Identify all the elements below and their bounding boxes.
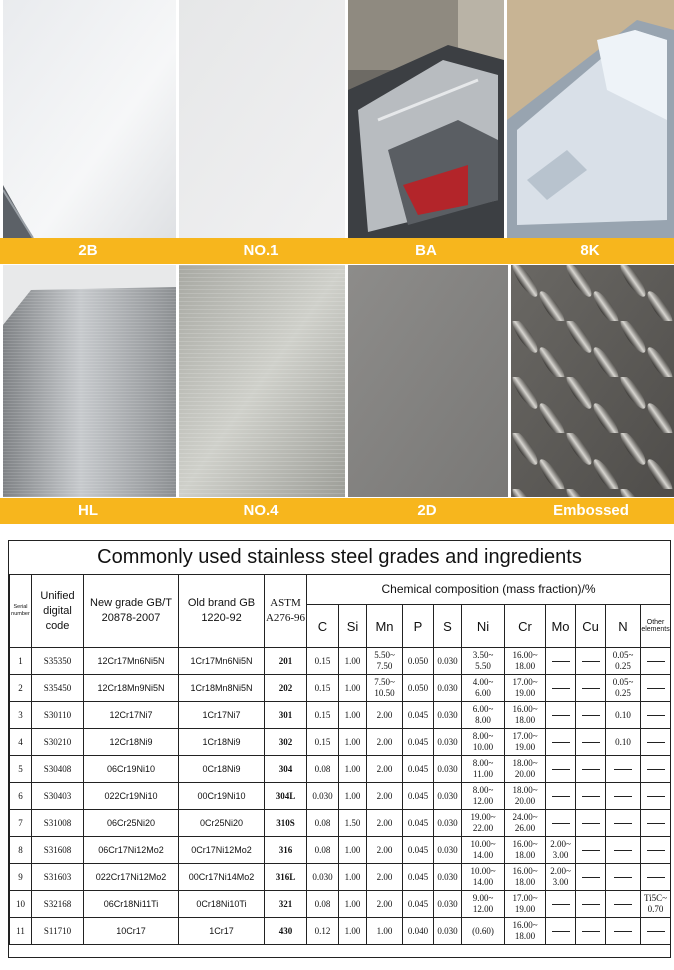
cell-other [641, 783, 671, 810]
cell-code: S11710 [32, 918, 84, 945]
cell-c: 0.15 [307, 702, 339, 729]
cell-other [641, 648, 671, 675]
cell-n [606, 756, 641, 783]
cell-other [641, 729, 671, 756]
cell-ni: 9.00~ 12.00 [462, 891, 505, 918]
cell-mo [546, 648, 576, 675]
cell-old-brand: 0Cr18Ni9 [179, 756, 265, 783]
finish-label-2d: 2D [417, 502, 437, 519]
table-row [10, 756, 671, 783]
header-element-s: S [434, 605, 462, 648]
cell-old-brand: 1Cr18Ni9 [179, 729, 265, 756]
finish-photo-2d [348, 265, 508, 497]
table-row [10, 837, 671, 864]
cell-old-brand: 1Cr17 [179, 918, 265, 945]
cell-s: 0.030 [434, 702, 462, 729]
cell-si: 1.00 [339, 918, 367, 945]
dash-mark [647, 796, 665, 797]
cell-cu [576, 864, 606, 891]
cell-si: 1.00 [339, 783, 367, 810]
cell-other: Ti5C~ 0.70 [641, 891, 671, 918]
cell-n [606, 864, 641, 891]
finish-photo-ba [348, 0, 504, 238]
cell-other [641, 810, 671, 837]
cell-cu [576, 891, 606, 918]
cell-n [606, 918, 641, 945]
cell-si: 1.00 [339, 702, 367, 729]
dash-mark [647, 661, 665, 662]
cell-p: 0.050 [403, 675, 434, 702]
cell-c: 0.08 [307, 837, 339, 864]
cell-cr: 16.00~ 18.00 [505, 918, 546, 945]
cell-cr: 24.00~ 26.00 [505, 810, 546, 837]
cell-new-grade: 06Cr19Ni10 [84, 756, 179, 783]
table-row [10, 702, 671, 729]
table-row [10, 864, 671, 891]
header-element-cu: Cu [576, 605, 606, 648]
cell-old-brand: 0Cr18Ni10Ti [179, 891, 265, 918]
cell-n: 0.05~ 0.25 [606, 675, 641, 702]
cell-ni: 8.00~ 10.00 [462, 729, 505, 756]
cell-mo [546, 675, 576, 702]
cell-mn: 2.00 [367, 729, 403, 756]
header-element-si: Si [339, 605, 367, 648]
cell-si: 1.00 [339, 648, 367, 675]
cell-serial: 11 [10, 918, 32, 945]
cell-cr: 17.00~ 19.00 [505, 729, 546, 756]
cell-c: 0.08 [307, 756, 339, 783]
header-element-n: N [606, 605, 641, 648]
cell-n: 0.10 [606, 729, 641, 756]
cell-si: 1.00 [339, 837, 367, 864]
cell-mo [546, 702, 576, 729]
dash-mark [647, 850, 665, 851]
cell-s: 0.030 [434, 810, 462, 837]
dash-mark [614, 931, 632, 932]
cell-new-grade: 06Cr25Ni20 [84, 810, 179, 837]
cell-p: 0.045 [403, 702, 434, 729]
dash-mark [552, 715, 570, 716]
header-element-cr: Cr [505, 605, 546, 648]
cell-ni: 4.00~ 6.00 [462, 675, 505, 702]
cell-n [606, 891, 641, 918]
finish-photo-embossed [511, 265, 674, 497]
cell-code: S31603 [32, 864, 84, 891]
dash-mark [582, 904, 600, 905]
finish-label-embossed: Embossed [553, 502, 629, 519]
cell-serial: 10 [10, 891, 32, 918]
finish-label-hl: HL [78, 502, 98, 519]
finish-label-8k: 8K [580, 242, 600, 259]
cell-mo: 2.00~ 3.00 [546, 837, 576, 864]
cell-mn: 2.00 [367, 864, 403, 891]
cell-cu [576, 702, 606, 729]
cell-cu [576, 729, 606, 756]
table-row [10, 648, 671, 675]
cell-ni: 10.00~ 14.00 [462, 837, 505, 864]
cell-mn: 2.00 [367, 891, 403, 918]
cell-si: 1.00 [339, 729, 367, 756]
header-element-ni: Ni [462, 605, 505, 648]
cell-new-grade: 12Cr18Mn9Ni5N [84, 675, 179, 702]
cell-mo [546, 783, 576, 810]
cell-astm: 304L [265, 783, 307, 810]
cell-s: 0.030 [434, 837, 462, 864]
cell-serial: 9 [10, 864, 32, 891]
cell-astm: 304 [265, 756, 307, 783]
cell-serial: 3 [10, 702, 32, 729]
cell-mn: 2.00 [367, 783, 403, 810]
cell-cr: 18.00~ 20.00 [505, 756, 546, 783]
dash-mark [552, 931, 570, 932]
dash-mark [582, 850, 600, 851]
table-row [10, 729, 671, 756]
header-chemical-composition: Chemical composition (mass fraction)/% [307, 575, 671, 605]
finish-photo-hl [3, 265, 176, 497]
finish-label-2b: 2B [78, 242, 98, 259]
dash-mark [552, 769, 570, 770]
cell-mn: 2.00 [367, 810, 403, 837]
dash-mark [614, 877, 632, 878]
cell-serial: 6 [10, 783, 32, 810]
cell-p: 0.045 [403, 837, 434, 864]
cell-new-grade: 06Cr17Ni12Mo2 [84, 837, 179, 864]
cell-si: 1.00 [339, 864, 367, 891]
dash-mark [647, 715, 665, 716]
cell-mo [546, 918, 576, 945]
header-element-c: C [307, 605, 339, 648]
dash-mark [582, 796, 600, 797]
cell-c: 0.12 [307, 918, 339, 945]
header-new-grade: New grade GB/T 20878-2007 [84, 575, 179, 648]
cell-code: S30403 [32, 783, 84, 810]
cell-si: 1.00 [339, 756, 367, 783]
cell-cr: 16.00~ 18.00 [505, 702, 546, 729]
cell-c: 0.08 [307, 810, 339, 837]
dash-mark [647, 742, 665, 743]
cell-cu [576, 918, 606, 945]
finish-photo-no4 [179, 265, 345, 497]
cell-astm: 316L [265, 864, 307, 891]
dash-mark [614, 823, 632, 824]
dash-mark [582, 688, 600, 689]
dash-mark [647, 823, 665, 824]
cell-new-grade: 12Cr17Ni7 [84, 702, 179, 729]
cell-s: 0.030 [434, 648, 462, 675]
cell-ni: 6.00~ 8.00 [462, 702, 505, 729]
cell-mo [546, 891, 576, 918]
cell-mn: 1.00 [367, 918, 403, 945]
table-row [10, 891, 671, 918]
cell-cu [576, 837, 606, 864]
cell-new-grade: 12Cr18Ni9 [84, 729, 179, 756]
cell-old-brand: 0Cr25Ni20 [179, 810, 265, 837]
cell-c: 0.15 [307, 675, 339, 702]
dash-mark [582, 715, 600, 716]
cell-p: 0.045 [403, 729, 434, 756]
finish-photo-8k [507, 0, 674, 238]
cell-mn: 2.00 [367, 837, 403, 864]
cell-p: 0.045 [403, 810, 434, 837]
cell-cu [576, 675, 606, 702]
cell-mn: 5.50~ 7.50 [367, 648, 403, 675]
dash-mark [552, 796, 570, 797]
cell-c: 0.08 [307, 891, 339, 918]
cell-astm: 321 [265, 891, 307, 918]
cell-p: 0.045 [403, 756, 434, 783]
cell-n [606, 837, 641, 864]
cell-other [641, 837, 671, 864]
dash-mark [614, 769, 632, 770]
cell-serial: 4 [10, 729, 32, 756]
cell-old-brand: 1Cr18Mn8Ni5N [179, 675, 265, 702]
cell-code: S35450 [32, 675, 84, 702]
cell-new-grade: 10Cr17 [84, 918, 179, 945]
header-element-p: P [403, 605, 434, 648]
cell-cr: 16.00~ 18.00 [505, 864, 546, 891]
cell-old-brand: 00Cr19Ni10 [179, 783, 265, 810]
cell-astm: 430 [265, 918, 307, 945]
cell-cu [576, 810, 606, 837]
cell-p: 0.050 [403, 648, 434, 675]
cell-mo [546, 810, 576, 837]
cell-code: S31008 [32, 810, 84, 837]
table-title: Commonly used stainless steel grades and ingredients [97, 546, 582, 568]
table-row [10, 783, 671, 810]
table-row [10, 675, 671, 702]
cell-serial: 2 [10, 675, 32, 702]
cell-p: 0.040 [403, 918, 434, 945]
cell-serial: 5 [10, 756, 32, 783]
cell-s: 0.030 [434, 783, 462, 810]
cell-new-grade: 022Cr19Ni10 [84, 783, 179, 810]
header-astm: ASTM A276-96 [265, 575, 307, 648]
cell-mo [546, 729, 576, 756]
cell-astm: 310S [265, 810, 307, 837]
cell-c: 0.15 [307, 729, 339, 756]
cell-cu [576, 783, 606, 810]
cell-ni: 8.00~ 12.00 [462, 783, 505, 810]
header-old-brand: Old brand GB 1220-92 [179, 575, 265, 648]
cell-cr: 17.00~ 19.00 [505, 675, 546, 702]
cell-p: 0.045 [403, 891, 434, 918]
cell-new-grade: 12Cr17Mn6Ni5N [84, 648, 179, 675]
cell-astm: 301 [265, 702, 307, 729]
dash-mark [614, 796, 632, 797]
cell-p: 0.045 [403, 864, 434, 891]
table-row [10, 810, 671, 837]
dash-mark [582, 877, 600, 878]
cell-cr: 17.00~ 19.00 [505, 891, 546, 918]
cell-s: 0.030 [434, 729, 462, 756]
cell-other [641, 702, 671, 729]
cell-s: 0.030 [434, 891, 462, 918]
table-row [10, 918, 671, 945]
cell-ni: 8.00~ 11.00 [462, 756, 505, 783]
cell-cr: 16.00~ 18.00 [505, 648, 546, 675]
cell-astm: 316 [265, 837, 307, 864]
cell-astm: 202 [265, 675, 307, 702]
cell-code: S30110 [32, 702, 84, 729]
dash-mark [647, 931, 665, 932]
cell-serial: 7 [10, 810, 32, 837]
dash-mark [614, 850, 632, 851]
cell-s: 0.030 [434, 756, 462, 783]
dash-mark [552, 661, 570, 662]
dash-mark [552, 904, 570, 905]
finish-label-ba: BA [415, 242, 437, 259]
dash-mark [582, 742, 600, 743]
cell-cr: 16.00~ 18.00 [505, 837, 546, 864]
cell-code: S30408 [32, 756, 84, 783]
cell-other [641, 918, 671, 945]
cell-si: 1.00 [339, 675, 367, 702]
cell-other [641, 864, 671, 891]
cell-mn: 2.00 [367, 702, 403, 729]
finish-photo-2b [3, 0, 176, 238]
cell-old-brand: 0Cr17Ni12Mo2 [179, 837, 265, 864]
cell-old-brand: 1Cr17Ni7 [179, 702, 265, 729]
cell-n: 0.10 [606, 702, 641, 729]
cell-mn: 7.50~ 10.50 [367, 675, 403, 702]
cell-astm: 201 [265, 648, 307, 675]
cell-code: S31608 [32, 837, 84, 864]
cell-s: 0.030 [434, 918, 462, 945]
cell-ni: 10.00~ 14.00 [462, 864, 505, 891]
cell-cr: 18.00~ 20.00 [505, 783, 546, 810]
dash-mark [552, 742, 570, 743]
grades-table [9, 574, 671, 945]
dash-mark [647, 688, 665, 689]
cell-old-brand: 1Cr17Mn6Ni5N [179, 648, 265, 675]
header-element-mn: Mn [367, 605, 403, 648]
dash-mark [582, 931, 600, 932]
header-element-mo: Mo [546, 605, 576, 648]
cell-mo [546, 756, 576, 783]
header-element-other-elements: Other elements [641, 605, 671, 648]
cell-mn: 2.00 [367, 756, 403, 783]
finish-photo-no1 [179, 0, 345, 238]
cell-code: S35350 [32, 648, 84, 675]
cell-cu [576, 756, 606, 783]
cell-astm: 302 [265, 729, 307, 756]
dash-mark [614, 904, 632, 905]
header-unified-code: Unified digital code [32, 575, 84, 648]
cell-cu [576, 648, 606, 675]
cell-code: S30210 [32, 729, 84, 756]
cell-new-grade: 06Cr18Ni11Ti [84, 891, 179, 918]
cell-ni: (0.60) [462, 918, 505, 945]
cell-n [606, 783, 641, 810]
dash-mark [582, 769, 600, 770]
finish-label-no1: NO.1 [243, 242, 279, 259]
cell-old-brand: 00Cr17Ni14Mo2 [179, 864, 265, 891]
header-serial: Serial number [10, 575, 32, 648]
cell-new-grade: 022Cr17Ni12Mo2 [84, 864, 179, 891]
cell-p: 0.045 [403, 783, 434, 810]
cell-si: 1.00 [339, 891, 367, 918]
cell-n [606, 810, 641, 837]
cell-c: 0.030 [307, 864, 339, 891]
dash-mark [582, 823, 600, 824]
cell-serial: 8 [10, 837, 32, 864]
cell-s: 0.030 [434, 675, 462, 702]
dash-mark [647, 769, 665, 770]
dash-mark [582, 661, 600, 662]
cell-si: 1.50 [339, 810, 367, 837]
dash-mark [552, 823, 570, 824]
cell-other [641, 756, 671, 783]
cell-ni: 19.00~ 22.00 [462, 810, 505, 837]
dash-mark [552, 688, 570, 689]
grades-table-panel [8, 540, 671, 958]
cell-other [641, 675, 671, 702]
cell-n: 0.05~ 0.25 [606, 648, 641, 675]
finish-label-no4: NO.4 [243, 502, 279, 519]
cell-mo: 2.00~ 3.00 [546, 864, 576, 891]
cell-ni: 3.50~ 5.50 [462, 648, 505, 675]
cell-s: 0.030 [434, 864, 462, 891]
cell-serial: 1 [10, 648, 32, 675]
cell-c: 0.15 [307, 648, 339, 675]
cell-c: 0.030 [307, 783, 339, 810]
cell-code: S32168 [32, 891, 84, 918]
dash-mark [647, 877, 665, 878]
